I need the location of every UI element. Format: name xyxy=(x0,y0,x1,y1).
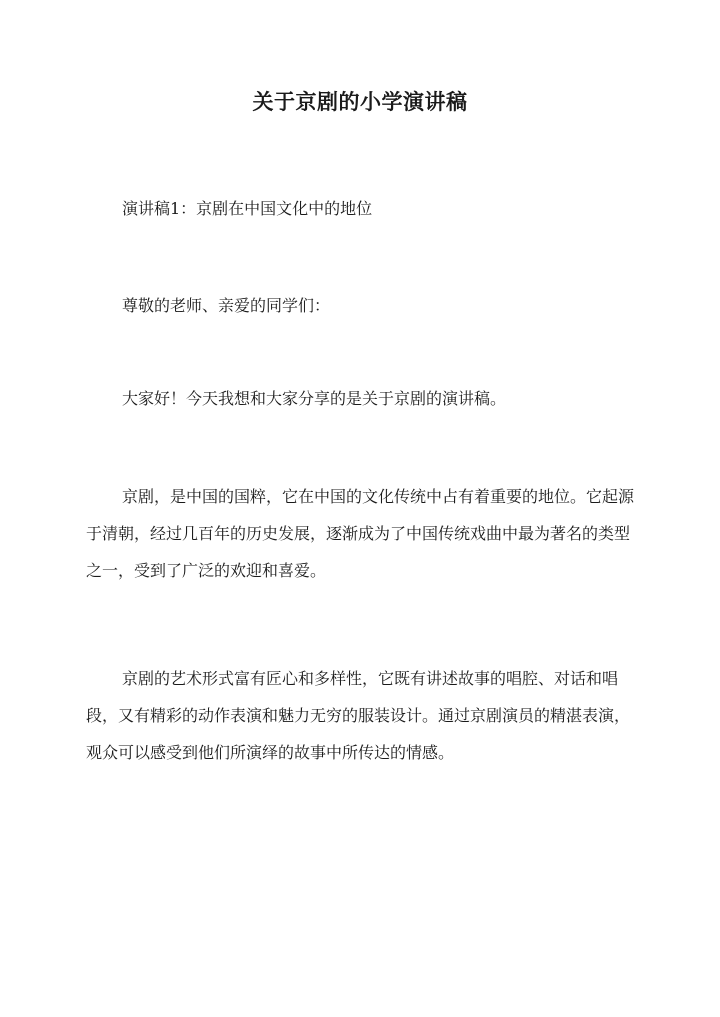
opening-line: 大家好！今天我想和大家分享的是关于京剧的演讲稿。 xyxy=(122,389,507,408)
body-paragraph: 京剧，是中国的国粹，它在中国的文化传统中占有着重要的地位。它起源于清朝，经过几百年的历史发展，逐渐成为了中国传统戏曲中最为著名的类型之一，受到了广泛的欢迎和喜爱。 xyxy=(86,487,635,580)
document-title: 关于京剧的小学演讲稿 xyxy=(252,89,468,114)
speech-heading: 演讲稿1：京剧在中国文化中的地位 xyxy=(122,199,373,218)
greeting-line: 尊敬的老师、亲爱的同学们： xyxy=(122,296,331,315)
body-paragraph: 京剧的艺术形式富有匠心和多样性，它既有讲述故事的唱腔、对话和唱段，又有精彩的动作表演和魅力无穷的服装设计。通过京剧演员的精湛表演，观众可以感受到他们所演绎的故事中所传达的情感。 xyxy=(86,669,631,762)
